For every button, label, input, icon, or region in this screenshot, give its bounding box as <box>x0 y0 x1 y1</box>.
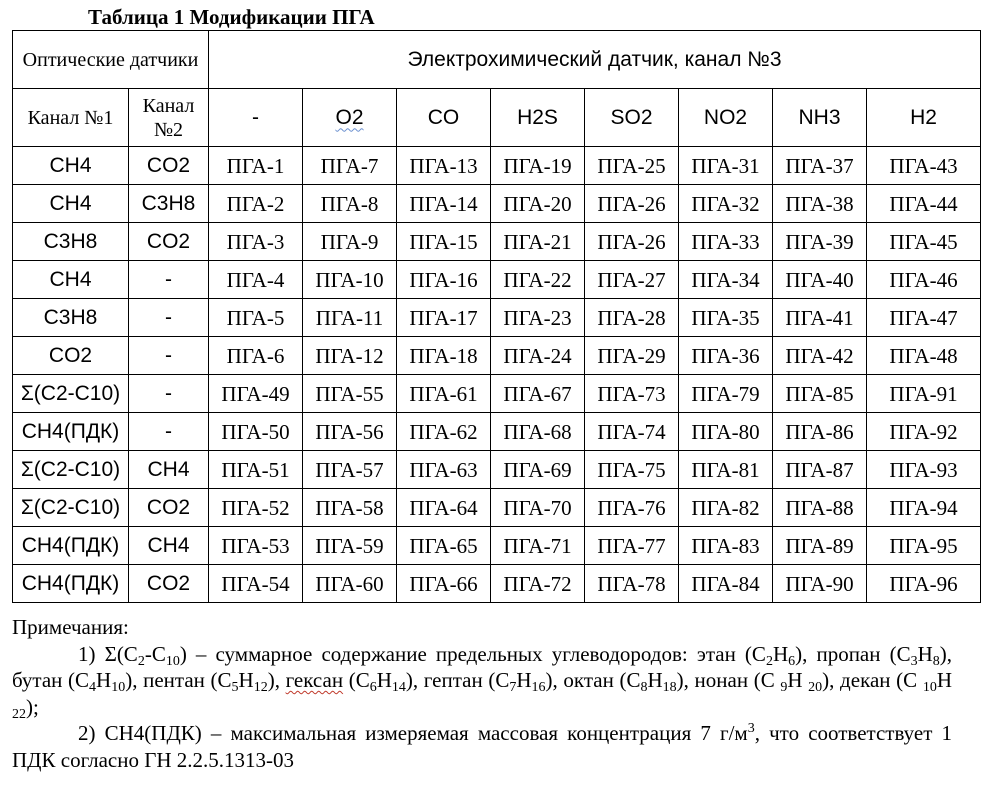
channel-2-cell: CO2 <box>129 147 209 185</box>
channel-2-cell: - <box>129 337 209 375</box>
header-gas-3: H2S <box>491 89 585 147</box>
modification-cell: ПГА-40 <box>773 261 867 299</box>
modification-cell: ПГА-94 <box>867 489 981 527</box>
modification-cell: ПГА-67 <box>491 375 585 413</box>
channel-2-cell: - <box>129 261 209 299</box>
header-optical-sensors: Оптические датчики <box>13 31 209 89</box>
modification-cell: ПГА-29 <box>585 337 679 375</box>
modification-cell: ПГА-82 <box>679 489 773 527</box>
modification-cell: ПГА-53 <box>209 527 303 565</box>
modification-cell: ПГА-86 <box>773 413 867 451</box>
modification-cell: ПГА-5 <box>209 299 303 337</box>
modification-cell: ПГА-49 <box>209 375 303 413</box>
modification-cell: ПГА-24 <box>491 337 585 375</box>
modification-cell: ПГА-95 <box>867 527 981 565</box>
modification-cell: ПГА-22 <box>491 261 585 299</box>
modification-cell: ПГА-63 <box>397 451 491 489</box>
modification-cell: ПГА-61 <box>397 375 491 413</box>
modification-cell: ПГА-10 <box>303 261 397 299</box>
modification-cell: ПГА-11 <box>303 299 397 337</box>
modification-cell: ПГА-79 <box>679 375 773 413</box>
table-row <box>13 527 981 565</box>
note-2: 2) CH4(ПДК) – максимальная измеряемая массовая концентрация 7 $г/м^3$, что соответствует 1 ПДК согласно ГН 2.2.5.1313-03 <box>12 721 952 772</box>
modification-cell: ПГА-23 <box>491 299 585 337</box>
channel-2-cell: CO2 <box>129 223 209 261</box>
channel-2-cell: CO2 <box>129 489 209 527</box>
modification-cell: ПГА-69 <box>491 451 585 489</box>
modification-cell: ПГА-32 <box>679 185 773 223</box>
modification-cell: ПГА-28 <box>585 299 679 337</box>
modification-cell: ПГА-54 <box>209 565 303 603</box>
modification-cell: ПГА-39 <box>773 223 867 261</box>
modification-cell: ПГА-50 <box>209 413 303 451</box>
header-row-1 <box>13 31 981 89</box>
modification-cell: ПГА-15 <box>397 223 491 261</box>
modification-cell: ПГА-70 <box>491 489 585 527</box>
modification-cell: ПГА-78 <box>585 565 679 603</box>
modification-cell: ПГА-26 <box>585 223 679 261</box>
channel-1-cell: CH4(ПДК) <box>13 527 129 565</box>
modification-cell: ПГА-41 <box>773 299 867 337</box>
modification-cell: ПГА-20 <box>491 185 585 223</box>
channel-1-cell: CO2 <box>13 337 129 375</box>
modification-cell: ПГА-16 <box>397 261 491 299</box>
header-channel-2: Канал №2 <box>129 89 209 147</box>
modification-cell: ПГА-68 <box>491 413 585 451</box>
modification-cell: ПГА-3 <box>209 223 303 261</box>
table-row <box>13 185 981 223</box>
spellcheck-word: гексан <box>285 668 344 692</box>
channel-2-cell: CH4 <box>129 527 209 565</box>
modification-cell: ПГА-62 <box>397 413 491 451</box>
modification-cell: ПГА-27 <box>585 261 679 299</box>
modification-cell: ПГА-35 <box>679 299 773 337</box>
header-gas-5: NO2 <box>679 89 773 147</box>
modification-cell: ПГА-37 <box>773 147 867 185</box>
channel-1-cell: C3H8 <box>13 223 129 261</box>
modification-cell: ПГА-47 <box>867 299 981 337</box>
modification-cell: ПГА-48 <box>867 337 981 375</box>
modification-cell: ПГА-80 <box>679 413 773 451</box>
table-row <box>13 451 981 489</box>
channel-2-cell: - <box>129 375 209 413</box>
channel-1-cell: CH4 <box>13 261 129 299</box>
modification-cell: ПГА-19 <box>491 147 585 185</box>
channel-1-cell: C3H8 <box>13 299 129 337</box>
header-gas-7: H2 <box>867 89 981 147</box>
modification-cell: ПГА-9 <box>303 223 397 261</box>
modification-cell: ПГА-90 <box>773 565 867 603</box>
modification-cell: ПГА-76 <box>585 489 679 527</box>
header-electrochemical-sensor: Электрохимический датчик, канал №3 <box>209 31 981 89</box>
header-row-2 <box>13 89 981 147</box>
channel-1-cell: Σ(C2-C10) <box>13 489 129 527</box>
channel-1-cell: CH4 <box>13 185 129 223</box>
modification-cell: ПГА-87 <box>773 451 867 489</box>
header-gas-2: CO <box>397 89 491 147</box>
channel-2-cell: - <box>129 299 209 337</box>
table-row <box>13 337 981 375</box>
modification-cell: ПГА-26 <box>585 185 679 223</box>
table-row <box>13 413 981 451</box>
modification-cell: ПГА-1 <box>209 147 303 185</box>
modification-cell: ПГА-14 <box>397 185 491 223</box>
modification-cell: ПГА-36 <box>679 337 773 375</box>
modification-cell: ПГА-13 <box>397 147 491 185</box>
notes-section <box>12 614 952 773</box>
header-gas-0: - <box>209 89 303 147</box>
modification-cell: ПГА-17 <box>397 299 491 337</box>
modification-cell: ПГА-85 <box>773 375 867 413</box>
modification-cell: ПГА-52 <box>209 489 303 527</box>
modification-cell: ПГА-6 <box>209 337 303 375</box>
modification-cell: ПГА-83 <box>679 527 773 565</box>
modification-cell: ПГА-12 <box>303 337 397 375</box>
modification-cell: ПГА-55 <box>303 375 397 413</box>
channel-1-cell: CH4(ПДК) <box>13 565 129 603</box>
modification-cell: ПГА-38 <box>773 185 867 223</box>
modification-cell: ПГА-56 <box>303 413 397 451</box>
channel-1-cell: Σ(C2-C10) <box>13 451 129 489</box>
table-row <box>13 489 981 527</box>
modification-cell: ПГА-74 <box>585 413 679 451</box>
modification-cell: ПГА-33 <box>679 223 773 261</box>
channel-2-cell: CH4 <box>129 451 209 489</box>
channel-2-cell: C3H8 <box>129 185 209 223</box>
modification-cell: ПГА-77 <box>585 527 679 565</box>
modification-cell: ПГА-72 <box>491 565 585 603</box>
channel-1-cell: CH4 <box>13 147 129 185</box>
modification-cell: ПГА-64 <box>397 489 491 527</box>
channel-1-cell: CH4(ПДК) <box>13 413 129 451</box>
modification-cell: ПГА-89 <box>773 527 867 565</box>
modification-cell: ПГА-25 <box>585 147 679 185</box>
modification-cell: ПГА-66 <box>397 565 491 603</box>
modification-cell: ПГА-84 <box>679 565 773 603</box>
table-row <box>13 147 981 185</box>
table-title: Таблица 1 Модификации ПГА <box>88 5 375 29</box>
modification-cell: ПГА-51 <box>209 451 303 489</box>
modification-cell: ПГА-93 <box>867 451 981 489</box>
notes-heading: Примечания: <box>12 615 129 639</box>
table-body <box>13 31 981 603</box>
header-gas-6: NH3 <box>773 89 867 147</box>
modification-cell: ПГА-46 <box>867 261 981 299</box>
header-gas-1: O2 <box>303 89 397 147</box>
modification-cell: ПГА-60 <box>303 565 397 603</box>
modification-cell: ПГА-43 <box>867 147 981 185</box>
modification-cell: ПГА-91 <box>867 375 981 413</box>
channel-2-cell: - <box>129 413 209 451</box>
modification-cell: ПГА-96 <box>867 565 981 603</box>
modification-cell: ПГА-73 <box>585 375 679 413</box>
modification-cell: ПГА-4 <box>209 261 303 299</box>
table-row <box>13 223 981 261</box>
channel-2-cell: CO2 <box>129 565 209 603</box>
modification-cell: ПГА-88 <box>773 489 867 527</box>
modification-cell: ПГА-58 <box>303 489 397 527</box>
modification-cell: ПГА-2 <box>209 185 303 223</box>
modification-cell: ПГА-44 <box>867 185 981 223</box>
modification-cell: ПГА-45 <box>867 223 981 261</box>
modification-cell: ПГА-42 <box>773 337 867 375</box>
modification-cell: ПГА-59 <box>303 527 397 565</box>
note-1: 1) $\Sigma(C_2-C_{10})$ – суммарное содержание предельных углеводородов: этан $(C_2H_6)$, пропан $(C_3H_8)$, бутан $(C_4H_{10})$, пентан $(C_5H_{12})$, гексан $(C_6H_{14})$, гептан $(C_7H_{16})$, октан $(C_8H_{18})$, нонан (C $_9$H $_{20}$), декан (C $_{10}$H $_{22}$); <box>12 641 953 722</box>
header-channel-1: Канал №1 <box>13 89 129 147</box>
modification-cell: ПГА-7 <box>303 147 397 185</box>
table-row <box>13 261 981 299</box>
header-gas-4: SO2 <box>585 89 679 147</box>
modification-cell: ПГА-21 <box>491 223 585 261</box>
modification-cell: ПГА-57 <box>303 451 397 489</box>
channel-1-cell: Σ(C2-C10) <box>13 375 129 413</box>
modification-cell: ПГА-34 <box>679 261 773 299</box>
table-row <box>13 299 981 337</box>
modification-cell: ПГА-92 <box>867 413 981 451</box>
table-row <box>13 375 981 413</box>
modification-cell: ПГА-18 <box>397 337 491 375</box>
modification-cell: ПГА-71 <box>491 527 585 565</box>
modification-cell: ПГА-75 <box>585 451 679 489</box>
modification-cell: ПГА-31 <box>679 147 773 185</box>
pga-modifications-table <box>12 30 981 603</box>
modification-cell: ПГА-65 <box>397 527 491 565</box>
modification-cell: ПГА-8 <box>303 185 397 223</box>
table-row <box>13 565 981 603</box>
modification-cell: ПГА-81 <box>679 451 773 489</box>
